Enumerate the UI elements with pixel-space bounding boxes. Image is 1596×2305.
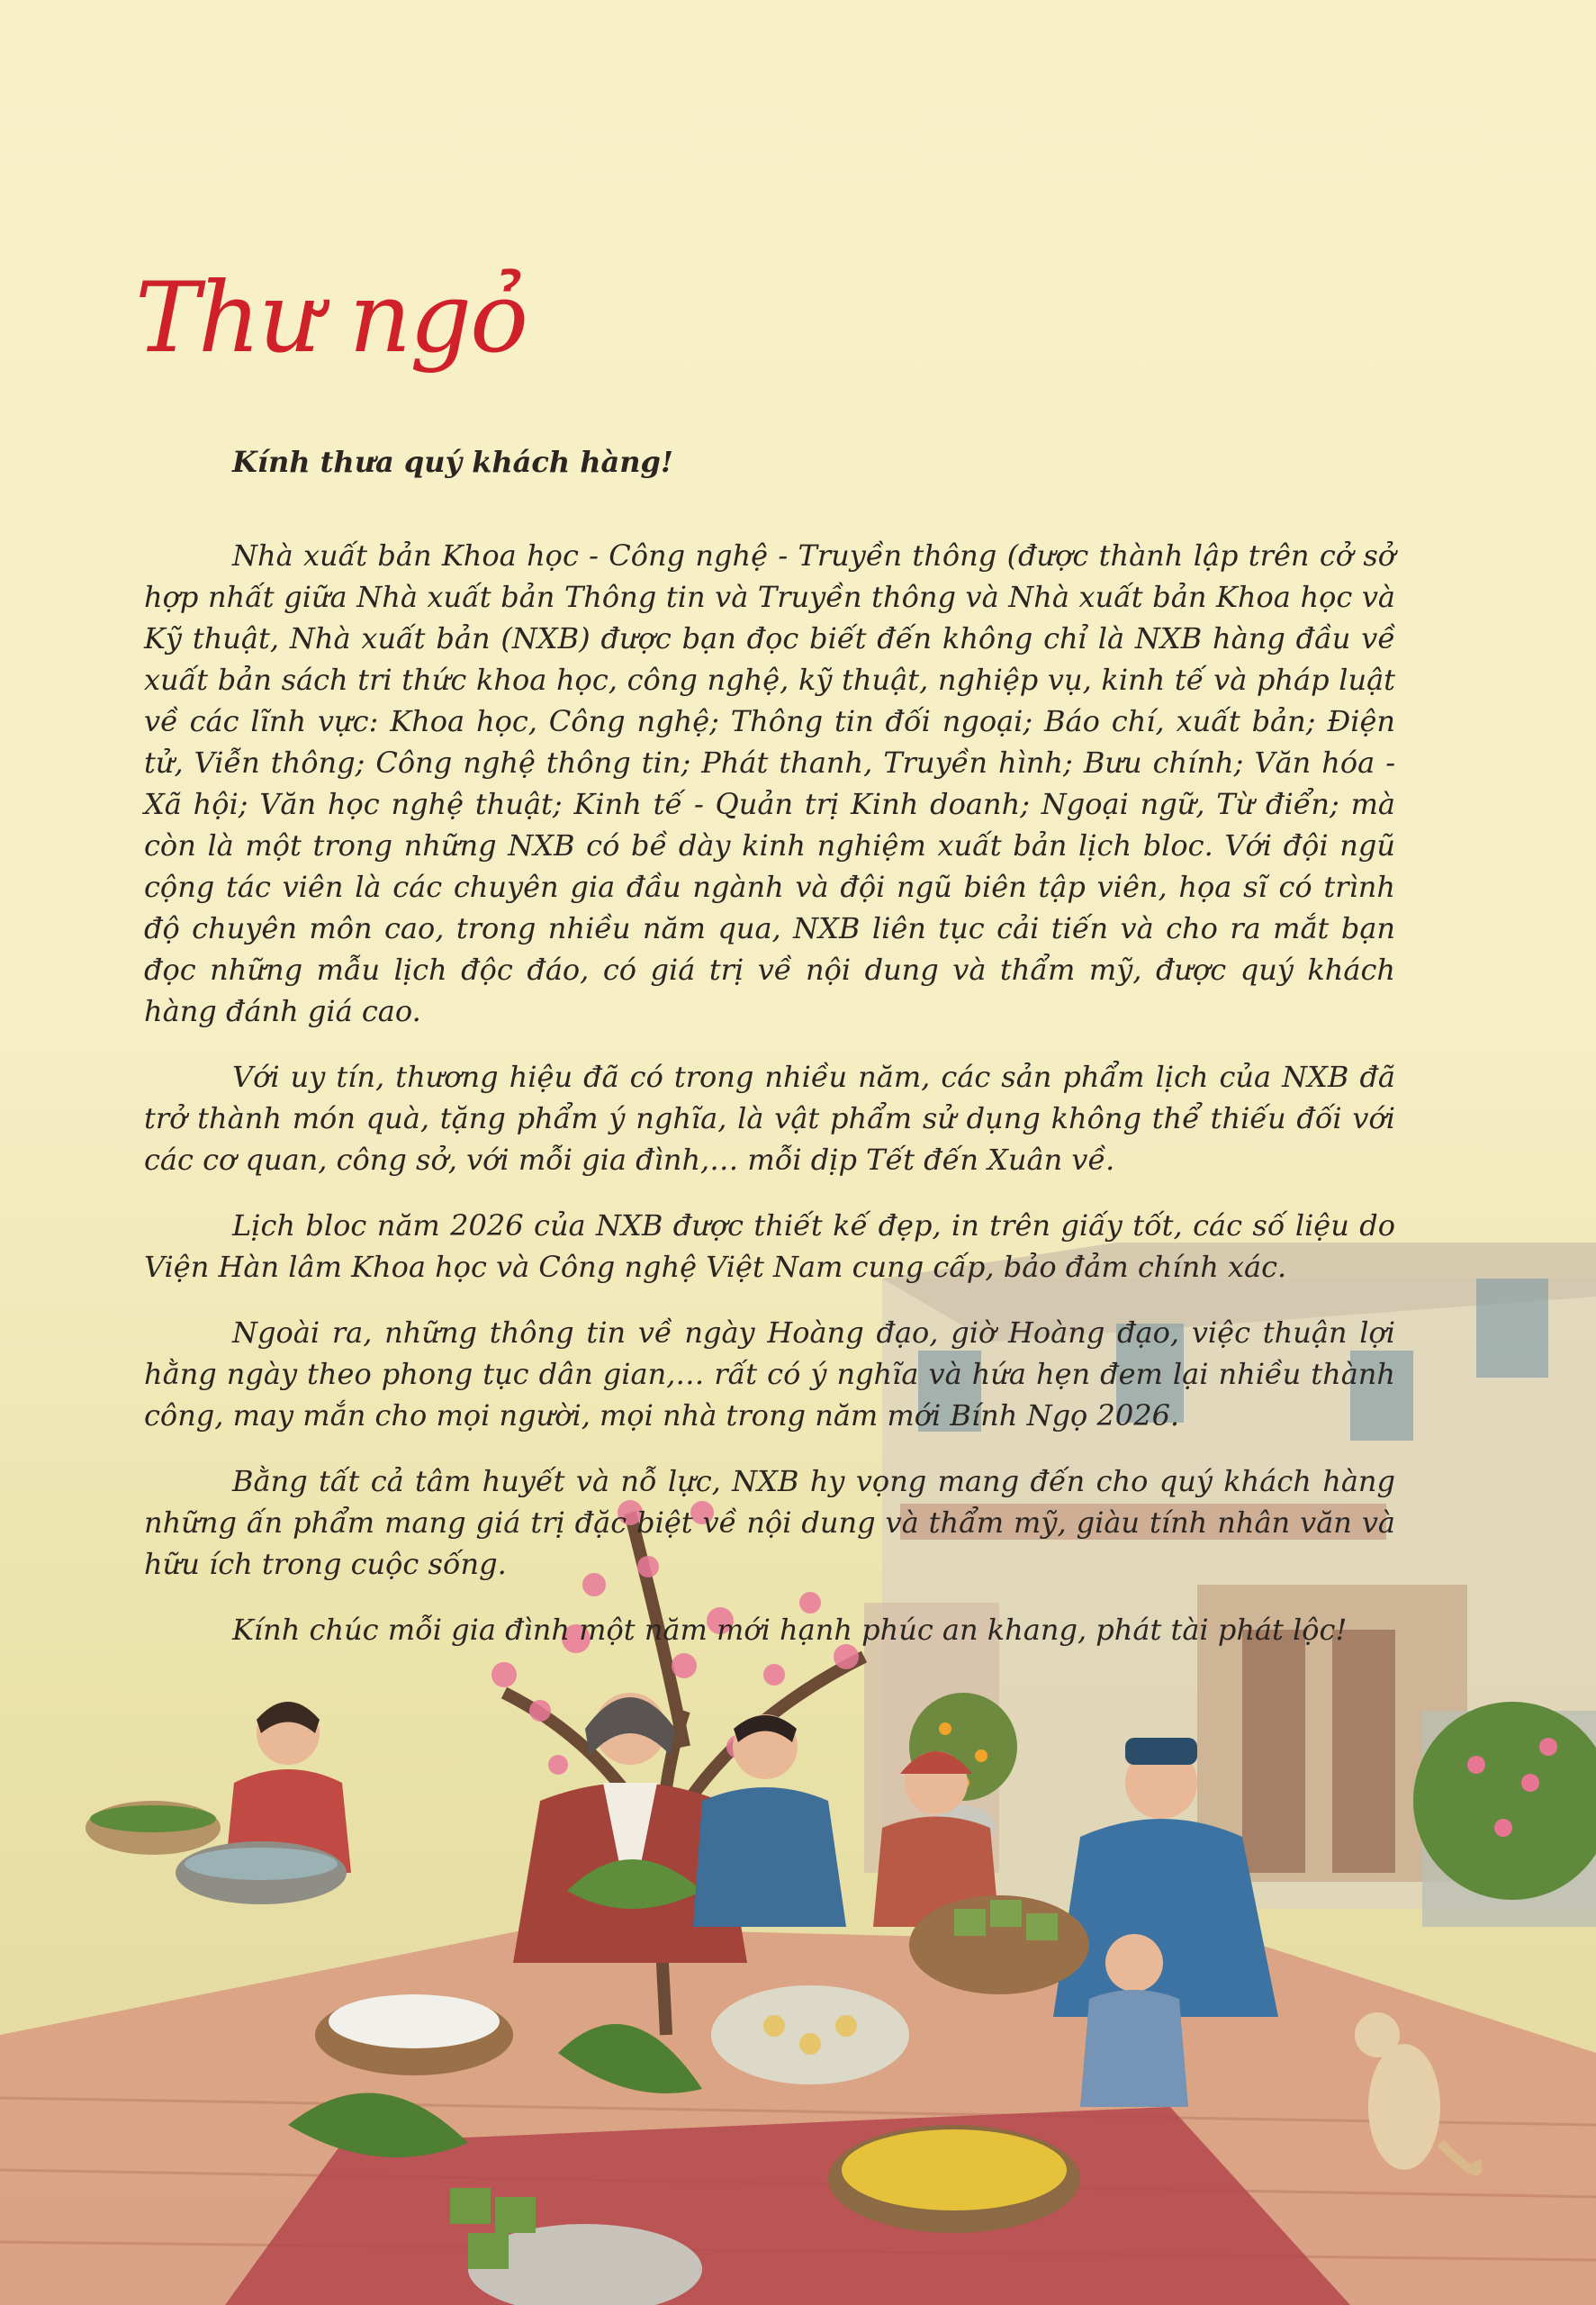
page-title: Thư ngỏ <box>135 262 527 375</box>
paragraph-reputation: Với uy tín, thương hiệu đã có trong nhiều năm, các sản phẩm lịch của NXB đã trở thành món quà, tặng phẩm ý nghĩa, là vật phẩm sử dụng không thể thiếu đối với các cơ quan, công sở, với mỗi gia đình,… mỗi dịp Tết đến Xuân về. <box>144 1060 1395 1177</box>
paragraph-closing-wish: Kính chúc mỗi gia đình một năm mới hạnh phúc an khang, phát tài phát lộc! <box>232 1613 1348 1647</box>
paragraph-calendar-2026: Lịch bloc năm 2026 của NXB được thiết kế đẹp, in trên giấy tốt, các số liệu do Viện Hàn lâm Khoa học và Công nghệ Việt Nam cung cấp, bảo đảm chính xác. <box>144 1208 1395 1284</box>
letter-body <box>144 441 1395 1675</box>
woman-washing-leaves <box>86 1702 351 1904</box>
greeting: Kính thưa quý khách hàng! <box>232 445 673 479</box>
paragraph-intro: Nhà xuất bản Khoa học - Công nghệ - Truyền thông (được thành lập trên cở sở hợp nhất giữa Nhà xuất bản Thông tin và Truyền thông và Nhà xuất bản Khoa học và Kỹ thuật, Nhà xuất bản (NXB) được bạn đọc biết đến không chỉ là NXB hàng đầu về xuất bản sách tri thức khoa học, công nghệ, kỹ thuật, nghiệp vụ, kinh tế và pháp luật về các lĩnh vực: Khoa học, Công nghệ; Thông tin đối ngoại; Báo chí, xuất bản; Điện tử, Viễn thông; Công nghệ thông tin; Phát thanh, Truyền hình; Bưu chính; Văn hóa - Xã hội; Văn học nghệ thuật; Kinh tế - Quản trị Kinh doanh; Ngoại ngữ, Từ điển; mà còn là một trong những NXB có bề dày kinh nghiệm xuất bản lịch bloc. Với đội ngũ cộng tác viên là các chuyên gia đầu ngành và đội ngũ biên tập viên, họa sĩ có trình độ chuyên môn cao, trong nhiều năm qua, NXB liên tục cải tiến và cho ra mắt bạn đọc những mẫu lịch độc đáo, có giá trị về nội dung và thẩm mỹ, được quý khách hàng đánh giá cao. <box>144 538 1395 1028</box>
paragraph-auspicious-days: Ngoài ra, những thông tin về ngày Hoàng đạo, giờ Hoàng đạo, việc thuận lợi hằng ngày theo phong tục dân gian,… rất có ý nghĩa và hứa hẹn đem lại nhiều thành công, may mắn cho mọi người, mọi nhà trong năm mới Bính Ngọ 2026. <box>144 1315 1395 1433</box>
paragraph-commitment: Bằng tất cả tâm huyết và nỗ lực, NXB hy vọng mang đến cho quý khách hàng những ấn phẩm mang giá trị đặc biệt về nội dung và thẩm mỹ, giàu tính nhân văn và hữu ích trong cuộc sống. <box>144 1464 1395 1581</box>
boy-blue-shirt <box>693 1714 846 1927</box>
